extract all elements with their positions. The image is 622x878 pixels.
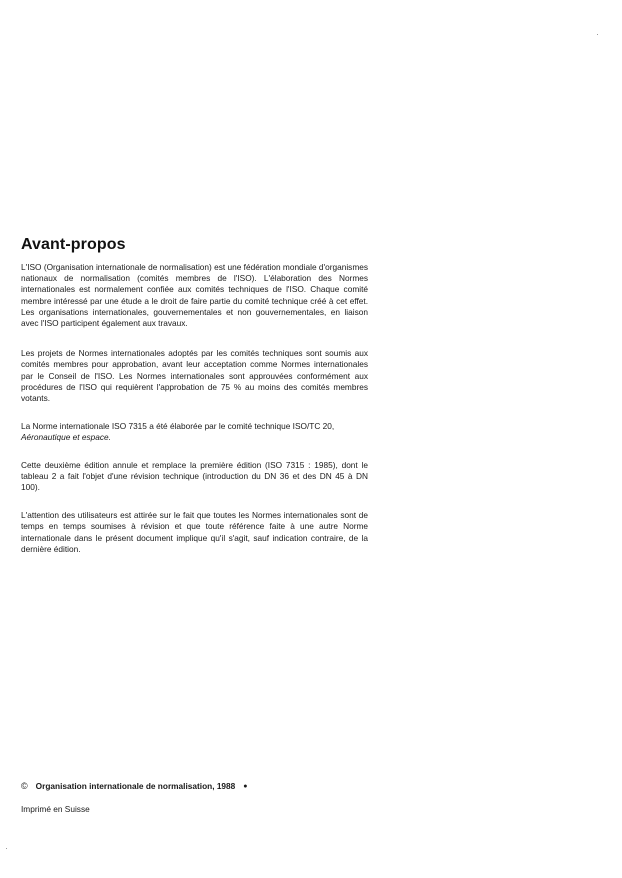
paragraph-revision-notice: L'attention des utilisateurs est attirée sur le fait que toutes les Normes internationales sont de temps en temps soumises à révision et que toute référence faite à une autre Norme internationale dans le présent document implique qu'il s'agit, sauf indication contraire, de la dernière édition. (21, 510, 368, 554)
committee-text: La Norme internationale ISO 7315 a été élaborée par le comité technique ISO/TC 20, (21, 421, 335, 432)
scan-speck (597, 34, 598, 35)
page-title: Avant-propos (21, 236, 126, 253)
printed-in-label: Imprimé en Suisse (21, 804, 90, 814)
paragraph-edition: Cette deuxième édition annule et remplace la première édition (ISO 7315 : 1985), dont le tableau 2 a fait l'objet d'une révision technique (introduction du DN 36 et des DN 45 à DN 100). (21, 459, 368, 493)
paragraph-approval: Les projets de Normes internationales adoptés par les comités techniques sont soumis aux comités membres pour approbation, avant leur acceptation comme Normes internationales par le Conseil de l'ISO. Les Normes internationales sont approuvées conformément aux procédures de l'ISO qui requièrent l'approbation de 75 % au moins des comités membres votants. (21, 348, 368, 404)
committee-name: Aéronautique et espace. (21, 432, 111, 443)
scan-speck (6, 848, 7, 849)
paragraph-committee (21, 421, 368, 443)
bullet-icon: ● (243, 782, 248, 790)
copyright-icon: © (21, 781, 28, 791)
paragraph-iso-intro: L'ISO (Organisation internationale de normalisation) est une fédération mondiale d'organismes nationaux de normalisation (comités membres de l'ISO). L'élaboration des Normes internationales est normalement confiée aux comités techniques de l'ISO. Chaque comité membre intéressé par une étude a le droit de faire partie du comité technique créé à cet effet. Les organisations internationales, gouvernementales et non gouvernementales, en liaison avec l'ISO participent également aux travaux. (21, 262, 368, 329)
copyright-line (21, 781, 248, 791)
copyright-text: Organisation internationale de normalisation, 1988 (35, 781, 236, 791)
document-body (21, 262, 368, 555)
